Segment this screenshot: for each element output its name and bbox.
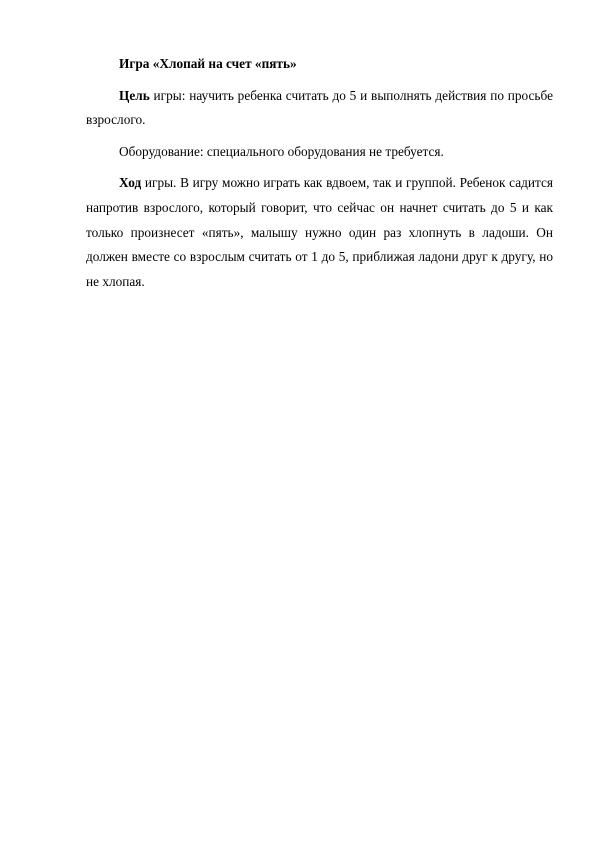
equipment-text: Оборудование: специального оборудования не требуется. bbox=[119, 143, 444, 159]
goal-lead: Цель bbox=[119, 87, 150, 103]
procedure-lead: Ход bbox=[119, 175, 142, 191]
document-title: Игра «Хлопай на счет «пять» bbox=[119, 56, 297, 71]
goal-text: игры: научить ребенка считать до 5 и выполнять действия по просьбе взрослого. bbox=[86, 87, 553, 128]
paragraph-procedure bbox=[86, 171, 553, 294]
document-body bbox=[86, 52, 553, 294]
paragraph-goal bbox=[86, 84, 553, 133]
paragraph-equipment bbox=[86, 140, 553, 165]
procedure-text: игры. В игру можно играть как вдвоем, так и группой. Ребенок садится напротив взрослого, который говорит, что сейчас он начнет считать до 5 и как только произнесет «пять», малышу нужно один раз хлопнуть в ладоши. Он должен вместе со взрослым считать от 1 до 5, приближая ладони друг к другу, но не хлопая. bbox=[86, 175, 553, 289]
